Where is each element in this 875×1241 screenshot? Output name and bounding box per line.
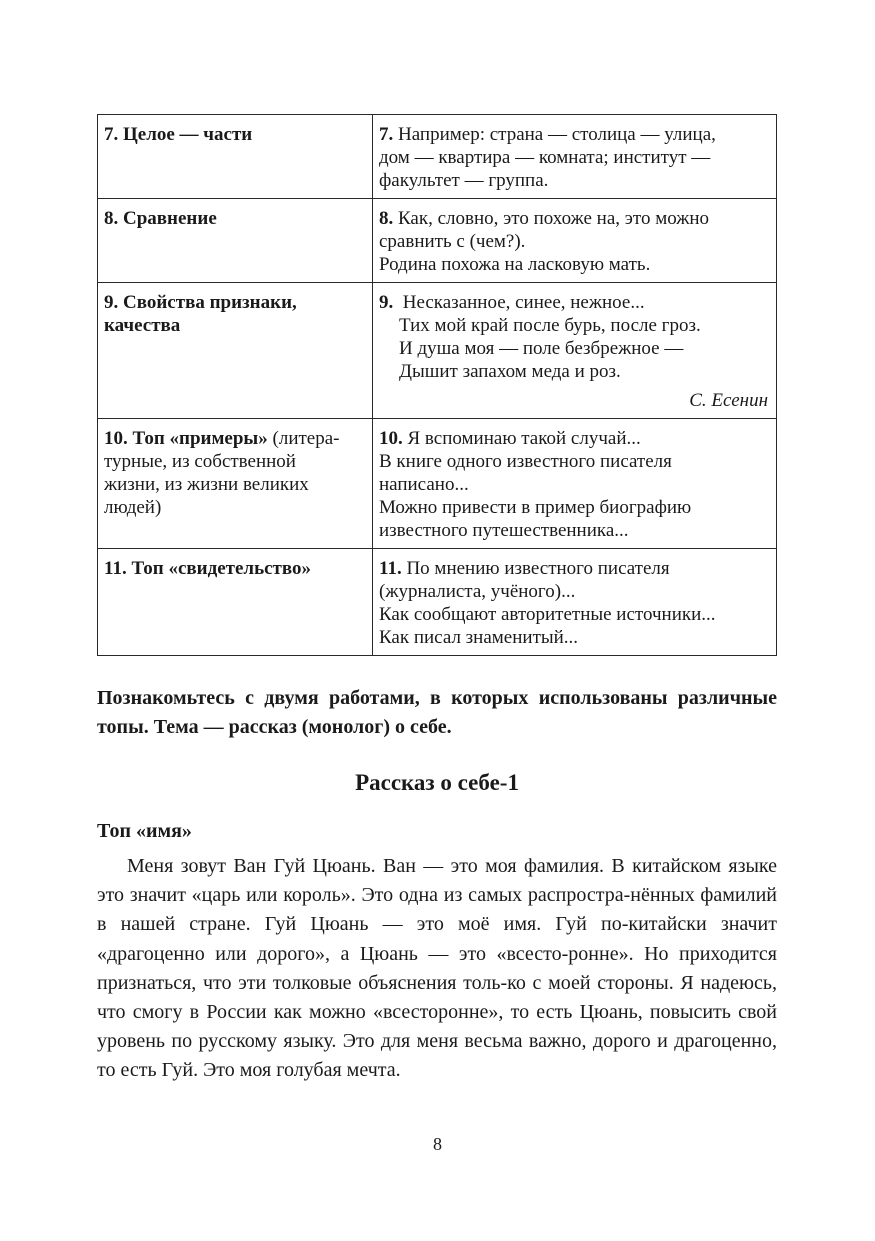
example-number: 7. bbox=[379, 124, 394, 145]
example-line: (журналиста, учёного)... bbox=[379, 581, 576, 602]
topic-name-line: 9. Свойства признаки, bbox=[104, 292, 297, 313]
body-line: Это моя голубая мечта. bbox=[203, 1059, 401, 1082]
topic-name: Топ «примеры» bbox=[132, 428, 268, 449]
body-line: китайски значит «драгоценно или дорого», а Цюань — это «всесто- bbox=[97, 913, 777, 965]
body-line: «всесторонне», то есть Цюань, повысить свой уровень по русскому bbox=[97, 1001, 778, 1053]
body-line: Меня зовут Ван Гуй Цюань. Ван — это моя фамилия. В китайском bbox=[127, 855, 721, 877]
topic-name-line: жизни, из жизни великих bbox=[104, 474, 309, 495]
example-number: 10. bbox=[379, 428, 403, 449]
body-line: ронне». Но приходится признаться, что эти толковые объяснения толь- bbox=[97, 942, 778, 994]
subheading: Топ «имя» bbox=[97, 820, 192, 842]
example-cell bbox=[373, 283, 777, 419]
example-line: сравнить с (чем?). bbox=[379, 231, 526, 252]
example-cell bbox=[373, 549, 777, 656]
example-line: 8. Как, словно, это похоже на, это можно bbox=[379, 208, 710, 229]
example-line: написано... bbox=[379, 474, 469, 495]
table-row bbox=[98, 199, 777, 283]
table-row bbox=[98, 283, 777, 419]
poem-line: 9. Несказанное, синее, нежное... bbox=[379, 292, 645, 313]
topic-cell bbox=[98, 115, 373, 199]
example-line: 7. Например: страна — столица — улица, bbox=[379, 124, 716, 145]
example-line: 10. Я вспоминаю такой случай... bbox=[379, 428, 641, 449]
topic-cell bbox=[98, 549, 373, 656]
body-line: языке это значит «царь или король». Это одна из самых распростра- bbox=[97, 855, 778, 907]
topic-number: 11. bbox=[104, 558, 127, 579]
body-paragraph bbox=[97, 852, 777, 1086]
example-number: 8. bbox=[379, 208, 394, 229]
table-row bbox=[98, 549, 777, 656]
example-line: 11. По мнению известного писателя bbox=[379, 558, 670, 579]
table-row bbox=[98, 115, 777, 199]
poem-author: С. Есенин bbox=[689, 390, 768, 411]
example-line: факультет — группа. bbox=[379, 170, 549, 191]
topic-number: 10. bbox=[104, 428, 128, 449]
topic-name: Топ «свидетельство» bbox=[131, 558, 312, 579]
topic-cell bbox=[98, 199, 373, 283]
topic-name-line: людей) bbox=[104, 497, 162, 518]
example-line: Можно привести в пример биографию bbox=[379, 497, 692, 518]
topic-name-line: 10. Топ «примеры» (литера- bbox=[104, 428, 340, 449]
topic-number: 8. bbox=[104, 208, 119, 229]
topic-number: 9. bbox=[104, 292, 119, 313]
page-number: 8 bbox=[433, 1134, 442, 1154]
assignment-instruction: Познакомьтесь с двумя работами, в которых использованы различные топы. Тема — рассказ (монолог) о себе. bbox=[97, 687, 777, 738]
topic-name-line: турные, из собственной bbox=[104, 451, 296, 472]
topics-table bbox=[97, 114, 777, 656]
topic-cell bbox=[98, 283, 373, 419]
topic-name: Целое — части bbox=[123, 124, 253, 145]
example-number: 11. bbox=[379, 558, 402, 579]
section-title: Рассказ о себе-1 bbox=[355, 770, 519, 795]
body-line: нённых фамилий в нашей стране. Гуй Цюань — это моё имя. Гуй по- bbox=[97, 884, 777, 936]
body-line: ко с моей стороны. Я надеюсь, что смогу в России как можно bbox=[97, 971, 777, 1024]
poem-line: Тих мой край после бурь, после гроз. bbox=[399, 315, 701, 336]
example-line: В книге одного известного писателя bbox=[379, 451, 672, 472]
body-line: языку. Это для меня весьма важно, дорого и драгоценно, то есть Гуй. bbox=[97, 1030, 778, 1082]
example-line: Родина похожа на ласковую мать. bbox=[379, 254, 651, 275]
example-line: дом — квартира — комната; институт — bbox=[379, 147, 711, 168]
table-row bbox=[98, 419, 777, 549]
poem-line: Дышит запахом меда и роз. bbox=[399, 361, 621, 382]
example-cell bbox=[373, 115, 777, 199]
example-line: Как писал знаменитый... bbox=[379, 627, 579, 648]
example-number: 9. bbox=[379, 292, 394, 313]
topic-number: 7. bbox=[104, 124, 119, 145]
topic-name-line: качества bbox=[104, 315, 181, 336]
topic-cell bbox=[98, 419, 373, 549]
poem-line: И душа моя — поле безбрежное — bbox=[399, 338, 684, 359]
example-cell bbox=[373, 419, 777, 549]
topic-name: Сравнение bbox=[123, 208, 217, 229]
example-cell bbox=[373, 199, 777, 283]
example-line: Как сообщают авторитетные источники... bbox=[379, 604, 716, 625]
example-line: известного путешественника... bbox=[379, 520, 629, 541]
